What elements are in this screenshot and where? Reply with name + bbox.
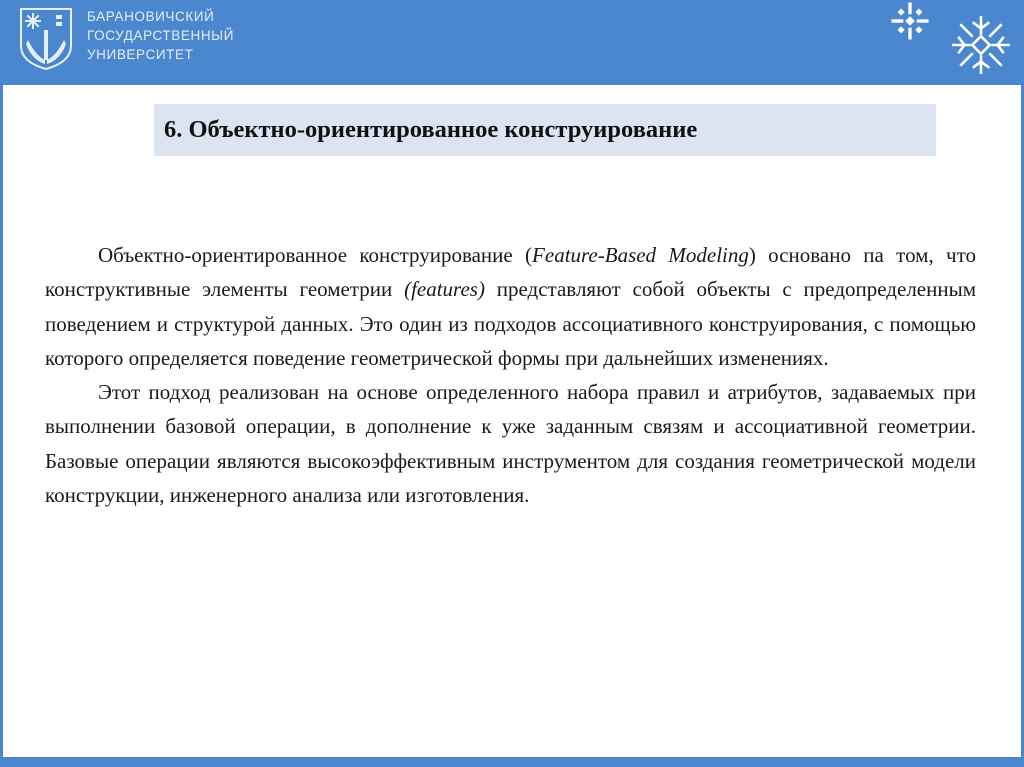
paragraph-1 [45, 238, 976, 375]
university-name-line-2: ГОСУДАРСТВЕННЫЙ [87, 28, 235, 43]
header-bar [0, 0, 1024, 85]
ornament-large-icon [950, 14, 1012, 76]
footer-bar [0, 757, 1024, 767]
paragraph-1-term-features: (features) [404, 277, 485, 302]
university-name [87, 7, 234, 64]
university-name-line-3: УНИВЕРСИТЕТ [87, 47, 194, 62]
ornament-small-icon [885, 0, 935, 42]
paragraph-1-text-c: представляют собой объекты с предопределенным поведением и структурой данных. Это один из подходов ассоциативного конструирования, с помощью которого определяется поведение геометрической формы при дальнейших изменениях. [45, 277, 976, 370]
slide-title: 6. Объектно-ориентированное конструирование [164, 116, 698, 143]
paragraph-2: Этот подход реализован на основе определенного набора правил и атрибутов, задаваемых при выполнении базовой операции, в дополнение к уже заданным связям и ассоциативной геометрии. Базовые операции являются высокоэффективным инструментом для создания геометрической модели конструкции, инженерного анализа или изготовления. [45, 380, 976, 508]
university-logo-icon [18, 6, 74, 72]
paragraph-1-text-b: ) основано па том, что конструктивные элементы геометрии [45, 243, 976, 302]
paragraph-1-text-a: Объектно-ориентированное конструирование ( [98, 243, 533, 267]
slide-title-box [154, 104, 936, 156]
left-border [0, 85, 3, 757]
slide-body [45, 238, 976, 512]
paragraph-1-term-en: Feature-Based Modeling [532, 243, 749, 267]
university-name-line-1: БАРАНОВИЧСКИЙ [87, 9, 215, 24]
